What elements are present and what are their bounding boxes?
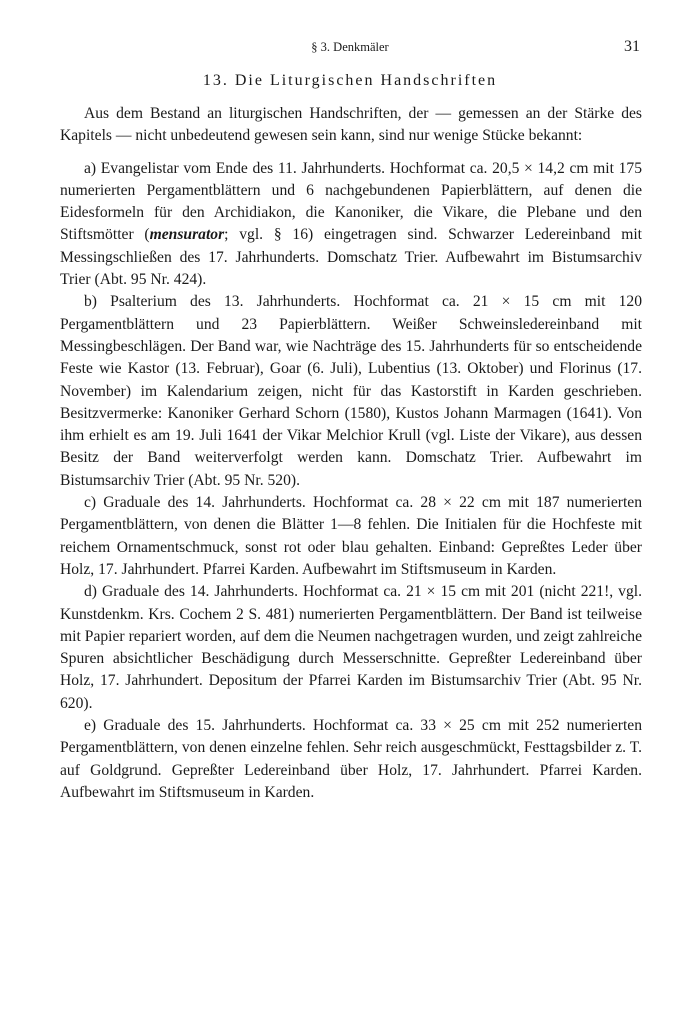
item-a-paragraph xyxy=(60,158,642,292)
item-c-paragraph: c) Graduale des 14. Jahrhunderts. Hochformat ca. 28 × 22 cm mit 187 numerierten Pergamentblättern, von denen die Blätter 1—8 fehlen. Die Initialen für die Hochfeste mit reichem Ornamentschmuck, sonst rot oder blau gehalten. Einband: Gepreßtes Leder über Holz, 17. Jahrhundert. Pfarrei Karden. Aufbewahrt im Stiftsmuseum in Karden. xyxy=(60,494,642,578)
item-d-paragraph: d) Graduale des 14. Jahrhunderts. Hochformat ca. 21 × 15 cm mit 201 (nicht 221!, vgl. Kunstdenkm. Krs. Cochem 2 S. 481) numerierten Pergamentblättern. Der Band ist teilweise mit Papier repariert worden, auf dem die Neumen nachgetragen wurden, und zeigt zahlreiche Spuren absichtlicher Beschädigung durch Messerschnitte. Gepreßter Ledereinband über Holz, 17. Jahrhundert. Depositum der Pfarrei Karden im Bistumsarchiv Trier (Abt. 95 Nr. 620). xyxy=(60,583,642,712)
item-b-paragraph: b) Psalterium des 13. Jahrhunderts. Hochformat ca. 21 × 15 cm mit 120 Pergamentblättern und 23 Papierblättern. Weißer Schweinsledereinband mit Messingbeschlägen. Der Band war, wie Nachträge des 15. Jahrhunderts für so entscheidende Feste wie Kastor (13. Februar), Goar (6. Juli), Lubentius (13. Oktober) und Florinus (17. November) im Kalendarium zeigen, nicht für das Kastorstift in Karden geschrieben. Besitzvermerke: Kanoniker Gerhard Schorn (1580), Kustos Johann Marmagen (1641). Von ihm erhielt es am 19. Juli 1641 der Vikar Melchior Krull (vgl. Liste der Vikare), aus dessen Besitz der Band weiterverfolgt werden kann. Domschatz Trier. Aufbewahrt im Bistumsarchiv Trier (Abt. 95 Nr. 520). xyxy=(60,293,642,489)
item-a-term: mensurator xyxy=(149,226,225,244)
page-number: 31 xyxy=(624,38,640,55)
body-text xyxy=(60,103,642,804)
running-head xyxy=(60,38,640,60)
intro-paragraph: Aus dem Bestand an liturgischen Handschriften, der — gemessen an der Stärke des Kapitels — nicht unbedeutend gewesen sein kann, sind nur wenige Stücke bekannt: xyxy=(60,105,642,145)
item-a-text-end: ; vgl. § 16) eingetragen sind. Schwarzer Ledereinband mit Messingschließen des 17. Jahrhunderts. Domschatz Trier. Aufbewahrt im Bistumsarchiv Trier (Abt. 95 Nr. 424). xyxy=(60,226,642,289)
section-heading: 13. Die Liturgischen Handschriften xyxy=(202,72,498,89)
running-title: § 3. Denkmäler xyxy=(311,40,389,54)
item-e-paragraph: e) Graduale des 15. Jahrhunderts. Hochformat ca. 33 × 25 cm mit 252 numerierten Pergamentblättern, von denen einzelne fehlen. Sehr reich ausgeschmückt, Festtagsbilder z. T. auf Goldgrund. Gepreßter Ledereinband über Holz, 17. Jahrhundert. Pfarrei Karden. Aufbewahrt im Stiftsmuseum in Karden. xyxy=(60,717,642,801)
item-a-text-start: a) Evangelistar vom Ende des 11. Jahrhunderts. Hochformat ca. 20,5 × 14,2 cm mit 175 numerierten Pergamentblättern und 6 nachgebundenen Papierblättern, auf denen die Eidesformeln für den Archidiakon, die Kanoniker, die Vikare, die Plebane und den Stiftsmötter ( xyxy=(60,159,642,244)
